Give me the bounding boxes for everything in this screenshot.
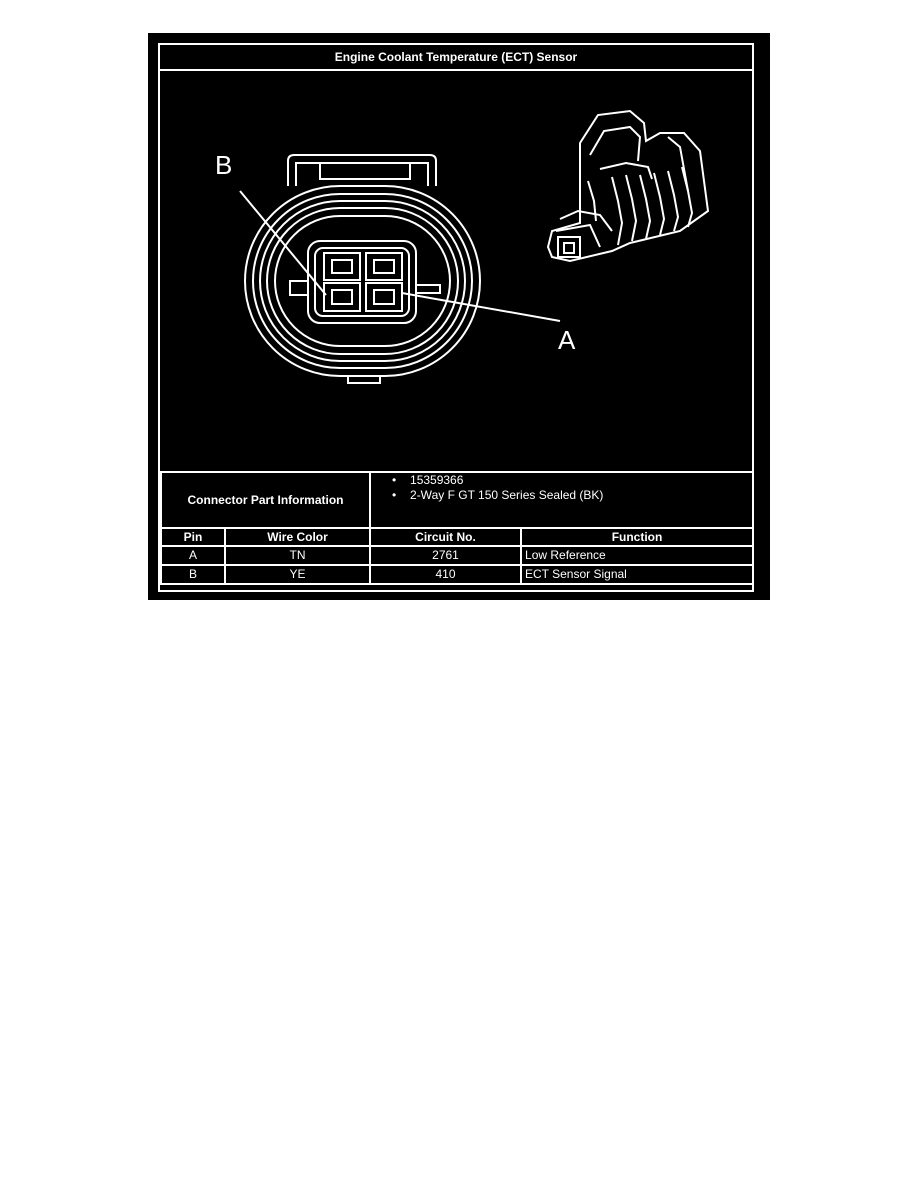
part-description: • 2-Way F GT 150 Series Sealed (BK)	[392, 488, 749, 503]
connector-illustration	[160, 71, 752, 471]
connector-drawing	[160, 71, 752, 471]
diagram-frame	[158, 43, 754, 592]
callout-a-label: A	[558, 325, 576, 355]
connector-part-values	[370, 472, 753, 528]
header-function: Function	[521, 528, 753, 546]
pin-table-header	[161, 528, 753, 546]
header-pin: Pin	[161, 528, 225, 546]
function-cell: Low Reference	[521, 546, 753, 565]
circuit-no-cell: 2761	[370, 546, 521, 565]
diagram-title: Engine Coolant Temperature (ECT) Sensor	[160, 45, 752, 71]
wire-color-cell: YE	[225, 565, 370, 584]
pin-cell: B	[161, 565, 225, 584]
pin-cell: A	[161, 546, 225, 565]
connector-part-label: Connector Part Information	[161, 472, 370, 528]
connector-diagram-panel	[148, 33, 770, 600]
header-circuit-no: Circuit No.	[370, 528, 521, 546]
table-row	[161, 565, 753, 584]
part-number: • 15359366	[392, 473, 749, 488]
table-row	[161, 546, 753, 565]
connector-face	[245, 155, 480, 383]
callout-a-leader	[402, 293, 560, 321]
wire-color-cell: TN	[225, 546, 370, 565]
function-cell: ECT Sensor Signal	[521, 565, 753, 584]
connector-info-table	[160, 471, 754, 585]
header-wire-color: Wire Color	[225, 528, 370, 546]
connector-isometric-view	[548, 111, 708, 261]
callout-b-label: B	[215, 150, 233, 180]
connector-part-row	[161, 472, 753, 528]
circuit-no-cell: 410	[370, 565, 521, 584]
